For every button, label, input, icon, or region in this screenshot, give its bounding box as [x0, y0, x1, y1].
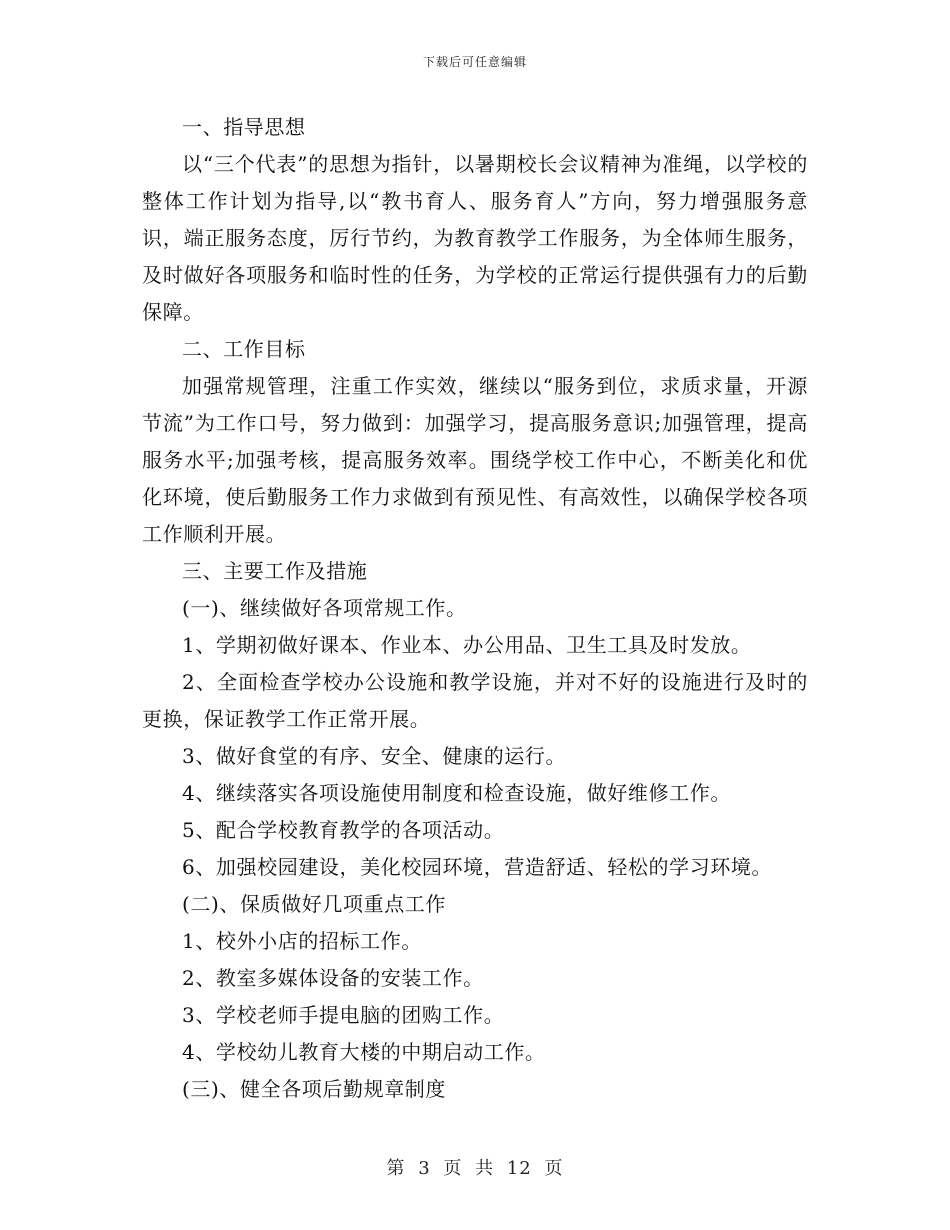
- list-item: 3、做好食堂的有序、安全、健康的运行。: [182, 744, 567, 768]
- list-item: 2、全面检查学校办公设施和教学设施，并对不好的设施进行及时的更换，保证教学工作正常开展。: [142, 670, 808, 731]
- page-header: 下载后可任意编辑: [422, 55, 527, 69]
- list-item: 5、配合学校教育教学的各项活动。: [182, 818, 505, 842]
- list-item: 4、继续落实各项设施使用制度和检查设施，做好维修工作。: [182, 781, 731, 805]
- paragraph-work-goals: 加强常规管理，注重工作实效，继续以“服务到位，求质求量，开源节流”为工作口号，努力做到：加强学习，提高服务意识;加强管理，提高服务水平;加强考核，提高服务效率。围绕学校工作中心，不断美化和优化环境，使后勤服务工作力求做到有预见性、有高效性，以确保学校各项工作顺利开展。: [142, 374, 808, 546]
- page-number-footer: 第 3 页 共 12 页: [386, 1158, 564, 1179]
- list-item: 2、教室多媒体设备的安装工作。: [182, 966, 484, 990]
- heading-work-goals: 二、工作目标: [182, 337, 306, 361]
- heading-guiding-ideology: 一、指导思想: [182, 115, 306, 139]
- list-item: 3、学校老师手提电脑的团购工作。: [182, 1003, 505, 1027]
- paragraph-guiding-ideology: 以“三个代表”的思想为指针，以暑期校长会议精神为准绳，以学校的整体工作计划为指导,以“教书育人、服务育人”方向，努力增强服务意识，端正服务态度，厉行节约，为教育教学工作服务，为全体师生服务，及时做好各项服务和临时性的任务，为学校的正常运行提供强有力的后勤保障。: [142, 152, 808, 324]
- list-item: 1、校外小店的招标工作。: [182, 929, 422, 953]
- list-item: 1、学期初做好课本、作业本、办公用品、卫生工具及时发放。: [182, 633, 752, 657]
- subheading-rules: (三)、健全各项后勤规章制度: [182, 1077, 447, 1101]
- subheading-key-work: (二)、保质做好几项重点工作: [182, 892, 447, 916]
- subheading-routine-work: (一)、继续做好各项常规工作。: [182, 596, 467, 620]
- list-item: 6、加强校园建设，美化校园环境，营造舒适、轻松的学习环境。: [182, 855, 773, 879]
- document-body: [142, 109, 808, 1108]
- list-item: 4、学校幼儿教育大楼的中期启动工作。: [182, 1040, 546, 1064]
- heading-main-work: 三、主要工作及措施: [182, 559, 368, 583]
